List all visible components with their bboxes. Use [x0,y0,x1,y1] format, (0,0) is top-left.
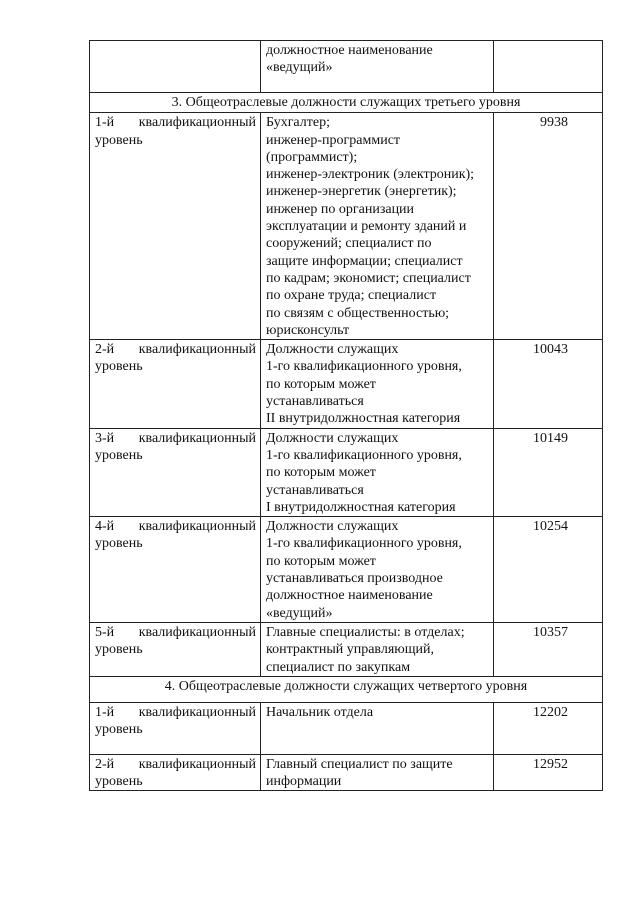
position-line: специалист по закупкам [266,659,411,675]
level-word: 3-й [95,430,115,446]
level-word: квалификационный [138,430,256,446]
position-line: инженер по организации [266,201,415,217]
level-word: квалификационный [138,342,256,358]
positions-cell [261,428,494,516]
level-word: уровень [95,774,143,790]
table-row [90,622,603,676]
level-cell [90,754,261,791]
level-word: 5-й [95,624,115,640]
table-row [90,41,603,93]
position-line: Должности служащих [266,430,399,446]
level-cell [90,428,261,516]
position-line: инженер-программист [266,132,401,148]
position-line: по которым может [266,465,376,481]
position-line: информации [266,774,342,790]
salary-cell: 10357 [494,622,603,676]
level-cell [90,622,261,676]
position-line: по связям с общественностью; [266,305,450,321]
positions-cell [261,517,494,623]
level-label [95,341,256,358]
position-line: Должности служащих [266,342,399,358]
level-label [95,430,256,447]
level-cell [90,41,261,93]
position-line: 1-го квалификационного уровня, [266,536,462,552]
position-line: контрактный управляющий, [266,642,434,658]
position-line: по кадрам; экономист; специалист [266,270,471,286]
level-word: уровень [95,722,143,738]
position-line: Бухгалтер; [266,115,330,131]
level-word: уровень [95,642,143,658]
salary-cell: 12952 [494,754,603,791]
level-word: 2-й [95,342,115,358]
level-label [95,704,256,721]
level-label [95,624,256,641]
table-row [90,754,603,791]
position-line: 1-го квалификационного уровня, [266,359,462,375]
position-line: должностное наименование [266,588,433,604]
position-line: Начальник отдела [266,704,374,720]
salary-cell: 10043 [494,340,603,428]
level-word: уровень [95,132,143,148]
level-word: квалификационный [138,519,256,535]
position-line: по которым может [266,376,376,392]
position-line: сооружений; специалист по [266,236,432,252]
salary-cell: 9938 [494,113,603,340]
table-row [90,340,603,428]
level-cell [90,702,261,754]
position-line: 1-го квалификационного уровня, [266,447,462,463]
positions-cell [261,340,494,428]
level-cell [90,517,261,623]
position-line: устанавливаться [266,482,364,498]
section-heading: 4. Общеотраслевые должности служащих четвертого уровня [90,676,603,702]
position-line: I внутридолжностная категория [266,499,456,515]
salary-cell: 12202 [494,702,603,754]
position-line: Главный специалист по защите [266,756,453,772]
position-line: инженер-энергетик (энергетик); [266,184,457,200]
positions-cell [261,622,494,676]
section-heading: 3. Общеотраслевые должности служащих третьего уровня [90,93,603,113]
level-label [95,756,256,773]
salary-table-body [90,41,603,791]
table-row [90,113,603,340]
level-word: 1-й [95,704,115,720]
position-line: защите информации; специалист [266,253,463,269]
level-cell [90,340,261,428]
level-word: уровень [95,536,143,552]
table-row [90,517,603,623]
level-word: 4-й [95,519,115,535]
position-line: (программист); [266,149,358,165]
position-line: «ведущий» [266,605,333,621]
section-heading-row [90,676,603,702]
position-line: юрисконсульт [266,322,350,338]
salary-table [89,40,603,791]
section-heading-row [90,93,603,113]
level-word: квалификационный [138,704,256,720]
positions-cell [261,754,494,791]
position-line: устанавливаться [266,394,364,410]
salary-cell [494,41,603,93]
level-label [95,114,256,131]
level-word: квалификационный [138,115,256,131]
level-label [95,518,256,535]
level-word: 2-й [95,756,115,772]
position-line: II внутридолжностная категория [266,411,461,427]
position-line: Должности служащих [266,519,399,535]
positions-cell [261,41,494,93]
level-word: квалификационный [138,624,256,640]
salary-cell: 10254 [494,517,603,623]
position-line: Главные специалисты: в отделах; [266,624,465,640]
position-line: устанавливаться производное [266,571,443,587]
position-line: по охране труда; специалист [266,288,437,304]
level-word: 1-й [95,115,115,131]
position-line: инженер-электроник (электроник); [266,167,475,183]
position-line: эксплуатации и ремонту зданий и [266,219,467,235]
level-word: уровень [95,359,143,375]
salary-cell: 10149 [494,428,603,516]
positions-cell [261,113,494,340]
table-row [90,702,603,754]
level-word: уровень [95,447,143,463]
positions-cell [261,702,494,754]
table-row [90,428,603,516]
position-line: должностное наименование [266,43,433,58]
level-word: квалификационный [138,756,256,772]
level-cell [90,113,261,340]
position-line: «ведущий» [266,60,333,76]
position-line: по которым может [266,553,376,569]
